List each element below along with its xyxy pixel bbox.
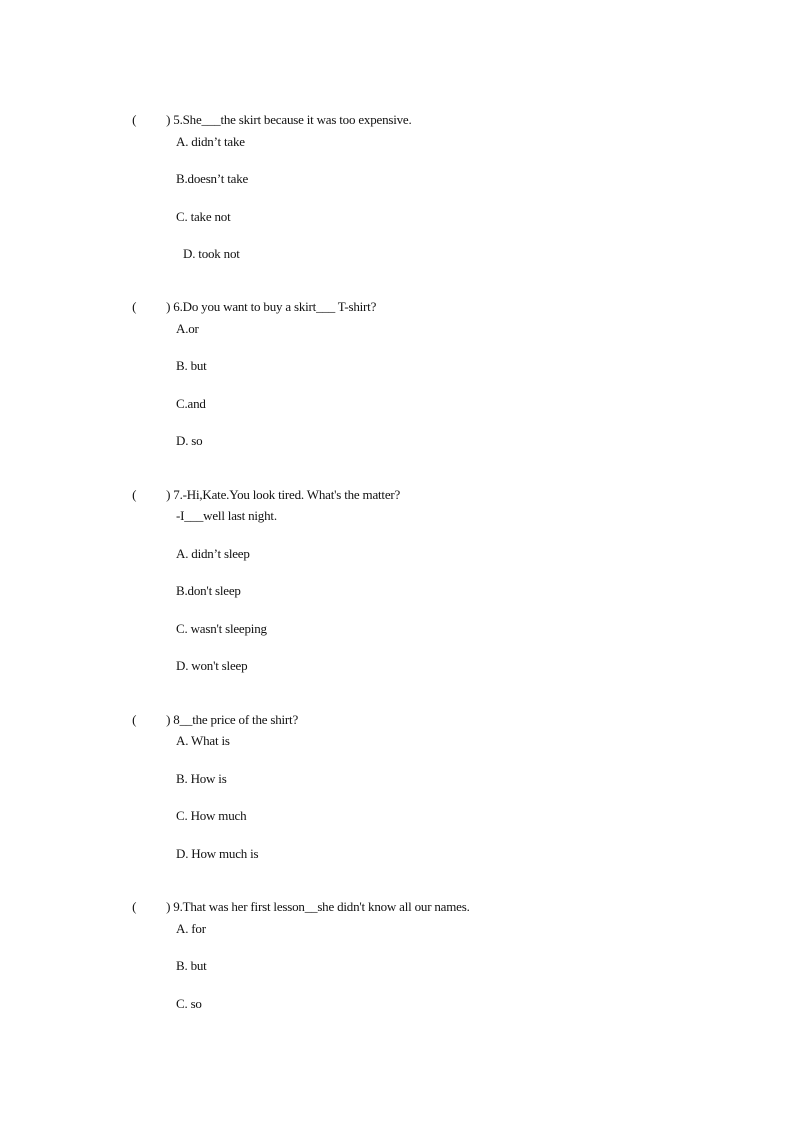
question-stem: ) 8__the price of the shirt? (166, 712, 299, 727)
option-b: B. but (176, 358, 207, 373)
question-6 (126, 283, 376, 315)
question-5 (126, 96, 412, 128)
option-d: D. so (176, 433, 203, 448)
option-d: D. How much is (176, 846, 259, 861)
answer-blank[interactable]: ( (132, 899, 137, 914)
answer-blank[interactable]: ( (132, 112, 137, 127)
question-8 (126, 696, 298, 728)
option-c: C. so (176, 996, 202, 1011)
option-a: A. didn’t take (176, 134, 245, 149)
question-sub-stem: -I___well last night. (176, 508, 277, 523)
question-stem: ) 5.She___the skirt because it was too expensive. (166, 112, 412, 127)
option-a: A. didn’t sleep (176, 546, 250, 561)
option-c: C. How much (176, 808, 247, 823)
option-a: A. for (176, 921, 206, 936)
option-b: B.don't sleep (176, 583, 241, 598)
option-c: C. take not (176, 209, 231, 224)
question-7 (126, 471, 400, 503)
option-b: B.doesn’t take (176, 171, 249, 186)
option-d: D. won't sleep (176, 658, 248, 673)
question-9 (126, 883, 470, 915)
answer-blank[interactable]: ( (132, 299, 137, 314)
option-d: D. took not (183, 246, 240, 261)
option-b: B. How is (176, 771, 227, 786)
question-stem: ) 9.That was her first lesson__she didn't know all our names. (166, 899, 470, 914)
answer-blank[interactable]: ( (132, 712, 137, 727)
option-c: C.and (176, 396, 206, 411)
answer-blank[interactable]: ( (132, 487, 137, 502)
question-stem: ) 7.-Hi,Kate.You look tired. What's the matter? (166, 487, 401, 502)
question-stem: ) 6.Do you want to buy a skirt___ T-shirt? (166, 299, 377, 314)
option-c: C. wasn't sleeping (176, 621, 267, 636)
option-a: A.or (176, 321, 199, 336)
option-a: A. What is (176, 733, 230, 748)
option-b: B. but (176, 958, 207, 973)
